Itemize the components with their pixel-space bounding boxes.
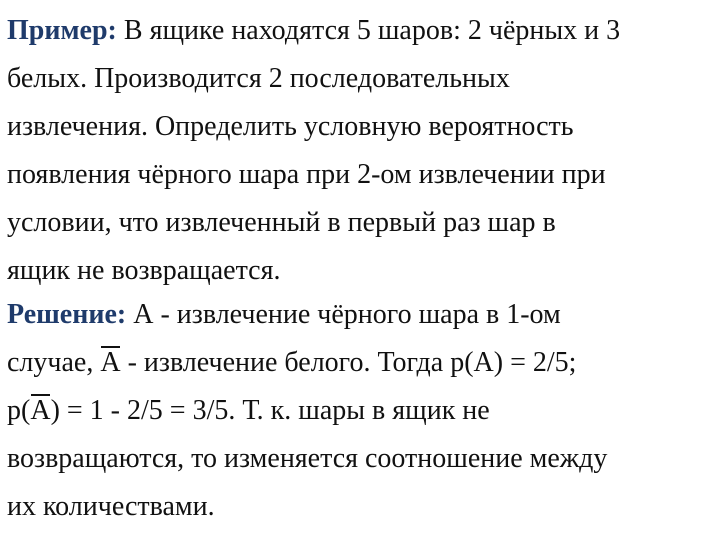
a-bar-symbol: А [100, 345, 120, 381]
solution-line-1 [7, 297, 561, 333]
example-line-1 [7, 13, 620, 49]
example-line-4: появления чёрного шара при 2-ом извлечении при [7, 159, 606, 190]
example-line-2: белых. Производится 2 последовательных [7, 63, 510, 94]
solution-text-1: А - извлечение чёрного шара в 1-ом [126, 299, 561, 330]
solution-label: Решение: [7, 299, 127, 330]
solution-text-2b: - извлечение белого. Тогда p(A) = 2/5; [120, 347, 577, 378]
solution-line-3 [7, 393, 490, 429]
example-label: Пример: [7, 15, 117, 46]
example-text-1: В ящике находятся 5 шаров: 2 чёрных и 3 [116, 15, 621, 46]
example-line-6: ящик не возвращается. [7, 255, 281, 286]
solution-line-5: их количествами. [7, 491, 215, 522]
example-line-3: извлечения. Определить условную вероятность [7, 111, 574, 142]
solution-line-2 [7, 345, 576, 381]
a-bar-symbol-2: А [30, 393, 50, 429]
solution-text-2a: случае, [7, 347, 101, 378]
example-line-5: условии, что извлеченный в первый раз шар в [7, 207, 556, 238]
solution-text-3b: ) = 1 - 2/5 = 3/5. Т. к. шары в ящик не [50, 395, 490, 426]
solution-line-4: возвращаются, то изменяется соотношение между [7, 443, 608, 474]
solution-text-3a: p( [7, 395, 31, 426]
